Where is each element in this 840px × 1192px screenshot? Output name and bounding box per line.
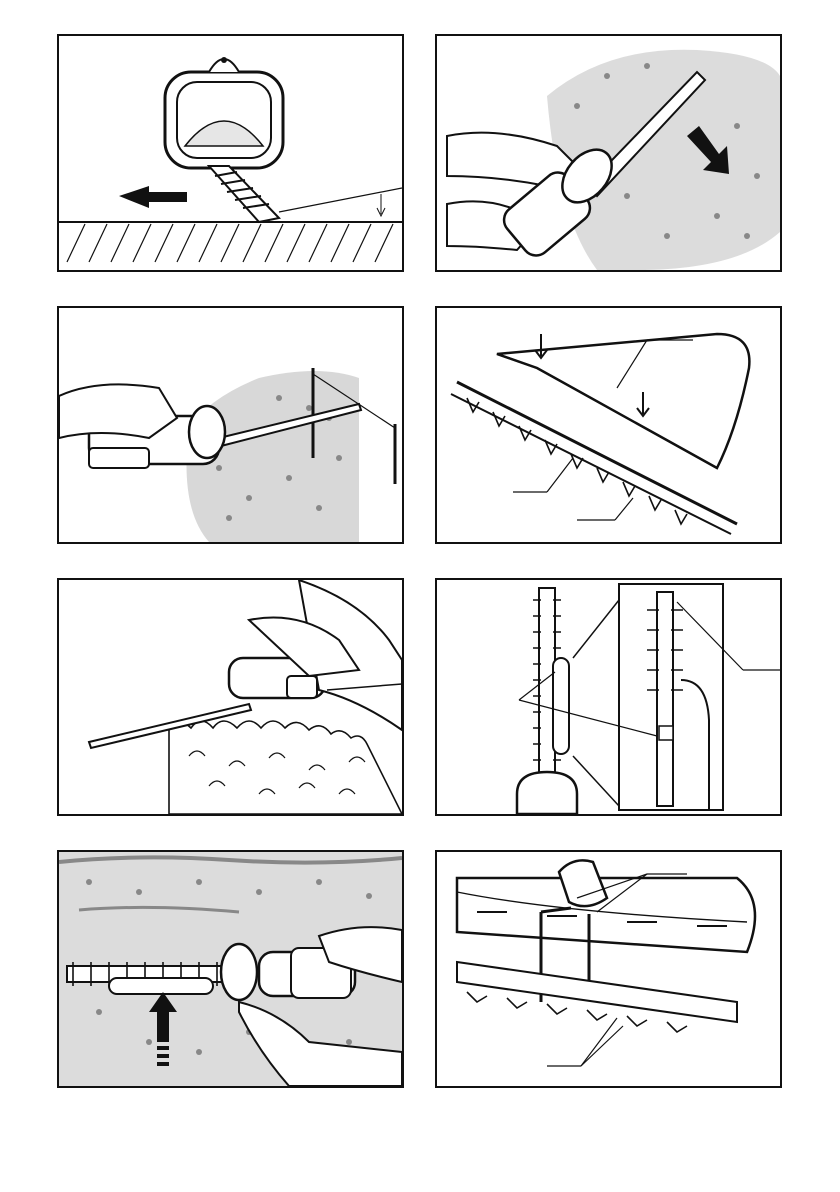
figure-7 bbox=[57, 850, 404, 1088]
trimmer-on-ground-illustration bbox=[59, 36, 402, 270]
figure-4 bbox=[435, 306, 782, 544]
figure-2 bbox=[435, 34, 782, 272]
figure-5 bbox=[57, 578, 404, 816]
angled-cut-illustration bbox=[437, 36, 780, 270]
figure-3 bbox=[57, 306, 404, 544]
figure-1 bbox=[57, 34, 404, 272]
cover-latch-detail-illustration bbox=[437, 852, 780, 1086]
figure-6 bbox=[435, 578, 782, 816]
trimming-bushes-illustration bbox=[59, 580, 402, 814]
blade-assembly-detail-illustration bbox=[437, 580, 780, 814]
blade-cover-fitting-illustration bbox=[437, 308, 780, 542]
level-cut-illustration bbox=[59, 308, 402, 542]
figure-8 bbox=[435, 850, 782, 1088]
hedge-side-cut-illustration bbox=[59, 852, 402, 1086]
